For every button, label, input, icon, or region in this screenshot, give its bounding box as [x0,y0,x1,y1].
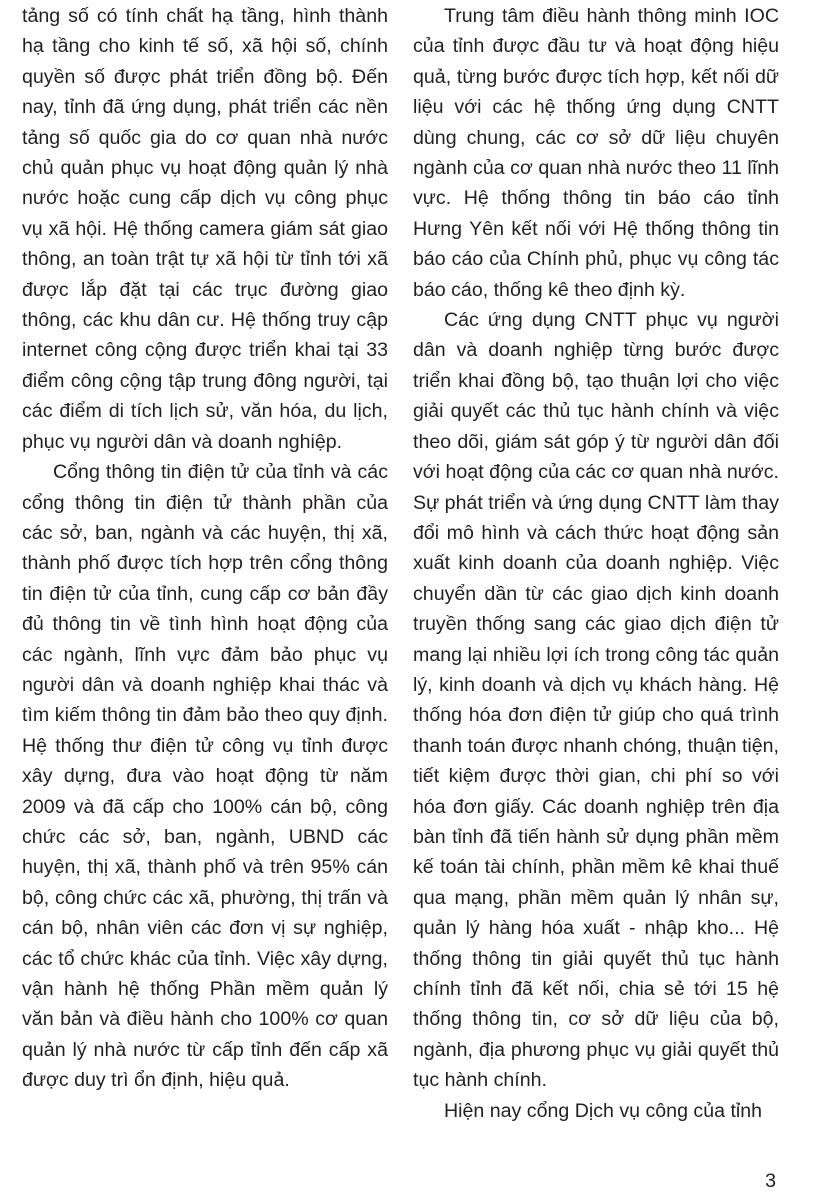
left-column [22,1,388,1096]
paragraph-public-service-portal: Hiện nay cổng Dịch vụ công của tỉnh [444,1099,763,1122]
paragraph-e-portal: Cổng thông tin điện tử của tỉnh và các cổng thông tin điện tử thành phần của các sở, ban, ngành và các huyện, thị xã, thành phố được tích hợp trên cổng thông tin điện tử của tỉnh, cung cấp cơ bản đầy đủ thông tin về tình hình hoạt động của các ngành, lĩnh vực đảm bảo phục vụ người dân và doanh nghiệp khai thác và tìm kiếm thông tin đảm bảo theo quy định. Hệ thống thư điện tử công vụ tỉnh được xây dựng, đưa vào hoạt động từ năm 2009 và đã cấp cho 100% cán bộ, công chức các sở, ban, ngành, UBND các huyện, thị xã, thành phố và trên 95% cán bộ, công chức các xã, phường, thị trấn và cán bộ, nhân viên các đơn vị sự nghiệp, các tổ chức khác của tỉnh. Việc xây dựng, vận hành hệ thống Phần mềm quản lý văn bản và điều hành cho 100% cơ quan quản lý nhà nước từ cấp tỉnh đến cấp xã được duy trì ổn định, hiệu quả. [22,461,388,1092]
page-number: 3 [765,1170,776,1192]
paragraph-infrastructure: tảng số có tính chất hạ tầng, hình thành hạ tầng cho kinh tế số, xã hội số, chính quyền số được phát triển đồng bộ. Đến nay, tỉnh đã ứng dụng, phát triển các nền tảng số quốc gia do cơ quan nhà nước chủ quản phục vụ hoạt động quản lý nhà nước hoặc cung cấp dịch vụ công phục vụ xã hội. Hệ thống camera giám sát giao thông, an toàn trật tự xã hội từ tỉnh tới xã được lắp đặt tại các trục đường giao thông, các khu dân cư. Hệ thống truy cập internet công cộng được triển khai tại 33 điểm công cộng tập trung đông người, tại các điểm di tích lịch sử, văn hóa, du lịch, phục vụ người dân và doanh nghiệp. [22,5,388,453]
paragraph-it-applications: Các ứng dụng CNTT phục vụ người dân và doanh nghiệp từng bước được triển khai đồng bộ, tạo thuận lợi cho việc giải quyết các thủ tục hành chính và việc theo dõi, giám sát góp ý từ người dân đối với hoạt động của các cơ quan nhà nước. Sự phát triển và ứng dụng CNTT làm thay đổi mô hình và cách thức hoạt động sản xuất kinh doanh của doanh nghiệp. Việc chuyển dần từ các giao dịch kinh doanh truyền thống sang các giao dịch điện tử mang lại nhiều lợi ích trong công tác quản lý, kinh doanh và dịch vụ khách hàng. Hệ thống hóa đơn điện tử giúp cho quá trình thanh toán được nhanh chóng, thuận tiện, tiết kiệm được thời gian, chi phí so với hóa đơn giấy. Các doanh nghiệp trên địa bàn tỉnh đã tiến hành sử dụng phần mềm kế toán tài chính, phần mềm kê khai thuế qua mạng, phần mềm quản lý nhân sự, quản lý hàng hóa xuất - nhập kho... Hệ thống thông tin giải quyết thủ tục hành chính tỉnh đã kết nối, chia sẻ tới 15 hệ thống thông tin, cơ sở dữ liệu của bộ, ngành, địa phương phục vụ giải quyết thủ tục hành chính. [413,309,779,1092]
right-column [413,1,779,1126]
paragraph-ioc-center: Trung tâm điều hành thông minh IOC của tỉnh được đầu tư và hoạt động hiệu quả, từng bước được tích hợp, kết nối dữ liệu với các hệ thống ứng dụng CNTT dùng chung, các cơ sở dữ liệu chuyên ngành của cơ quan nhà nước theo 11 lĩnh vực. Hệ thống thông tin báo cáo tỉnh Hưng Yên kết nối với Hệ thống thông tin báo cáo của Chính phủ, phục vụ công tác báo cáo, thống kê theo định kỳ. [413,5,779,301]
